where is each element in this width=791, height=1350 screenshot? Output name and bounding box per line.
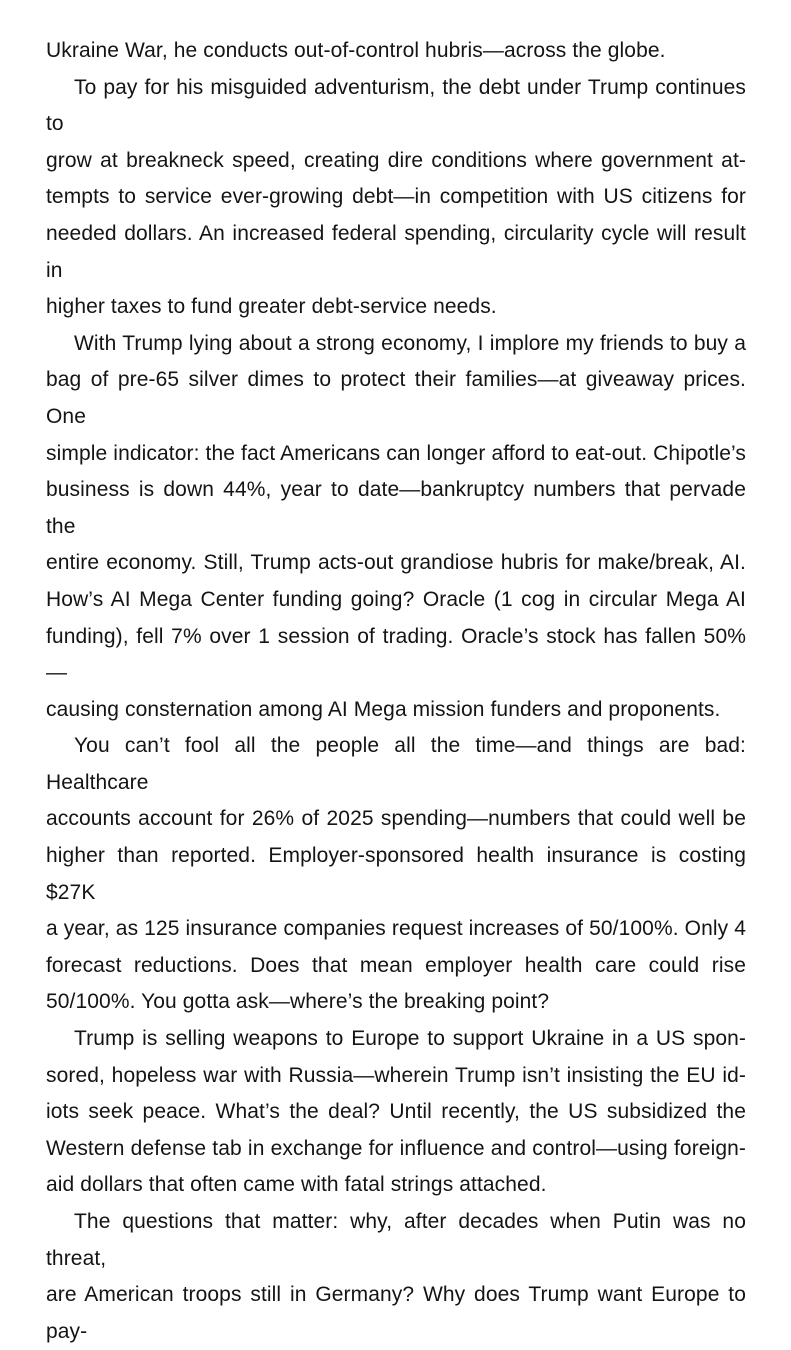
text-line: tempts to service ever-growing debt—in competition with US citizens for	[46, 185, 746, 209]
text-line: needed dollars. An increased federal spending, circularity cycle will result in	[46, 221, 746, 282]
text-line: business is down 44%, year to date—bankruptcy numbers that pervade the	[46, 478, 746, 538]
text-line: causing consternation among AI Mega mission funders and proponents.	[46, 697, 721, 721]
text-line: With Trump lying about a strong economy, I implore my friends to buy a	[74, 331, 746, 355]
text-line: entire economy. Still, Trump acts-out grandiose hubris for make/break, AI.	[46, 551, 746, 575]
text-line: are American troops still in Germany? Why does Trump want Europe to pay-	[46, 1283, 746, 1343]
text-line: aid dollars that often came with fatal strings attached.	[46, 1173, 547, 1197]
text-line: To pay for his misguided adventurism, the debt under Trump continues to	[46, 75, 746, 136]
text-line: bag of pre-65 silver dimes to protect their families—at giveaway prices. One	[46, 368, 746, 428]
text-line: Ukraine War, he conducts out-of-control hubris—across the globe.	[46, 39, 666, 62]
text-line: simple indicator: the fact Americans can longer afford to eat-out. Chipotle’s	[46, 441, 746, 465]
text-line: 50/100%. You gotta ask—where’s the breaking point?	[46, 990, 550, 1014]
text-line: Trump is selling weapons to Europe to support Ukraine in a US spon-	[74, 1027, 746, 1051]
text-line: sored, hopeless war with Russia—wherein Trump isn’t insisting the EU id-	[46, 1063, 746, 1087]
text-line: accounts account for 26% of 2025 spending—numbers that could well be	[46, 807, 746, 831]
text-line: How’s AI Mega Center funding going? Oracle (1 cog in circular Mega AI	[46, 587, 746, 611]
text-line: Western defense tab in exchange for influence and control—using foreign-	[46, 1136, 746, 1160]
text-line: forecast reductions. Does that mean employer health care could rise	[46, 953, 746, 977]
text-line: You can’t fool all the people all the time—and things are bad: Healthcare	[46, 734, 746, 794]
text-line: a year, as 125 insurance companies request increases of 50/100%. Only 4	[46, 917, 746, 941]
page-text	[46, 33, 746, 1350]
text-line: The questions that matter: why, after decades when Putin was no threat,	[46, 1210, 746, 1270]
text-line: grow at breakneck speed, creating dire conditions where government at-	[46, 148, 746, 172]
text-line: higher than reported. Employer-sponsored health insurance is costing $27K	[46, 844, 746, 904]
text-line: iots seek peace. What’s the deal? Until recently, the US subsidized the	[46, 1100, 746, 1124]
text-line: funding), fell 7% over 1 session of trading. Oracle’s stock has fallen 50%—	[46, 624, 746, 685]
text-line: higher taxes to fund greater debt-service needs.	[46, 295, 497, 319]
